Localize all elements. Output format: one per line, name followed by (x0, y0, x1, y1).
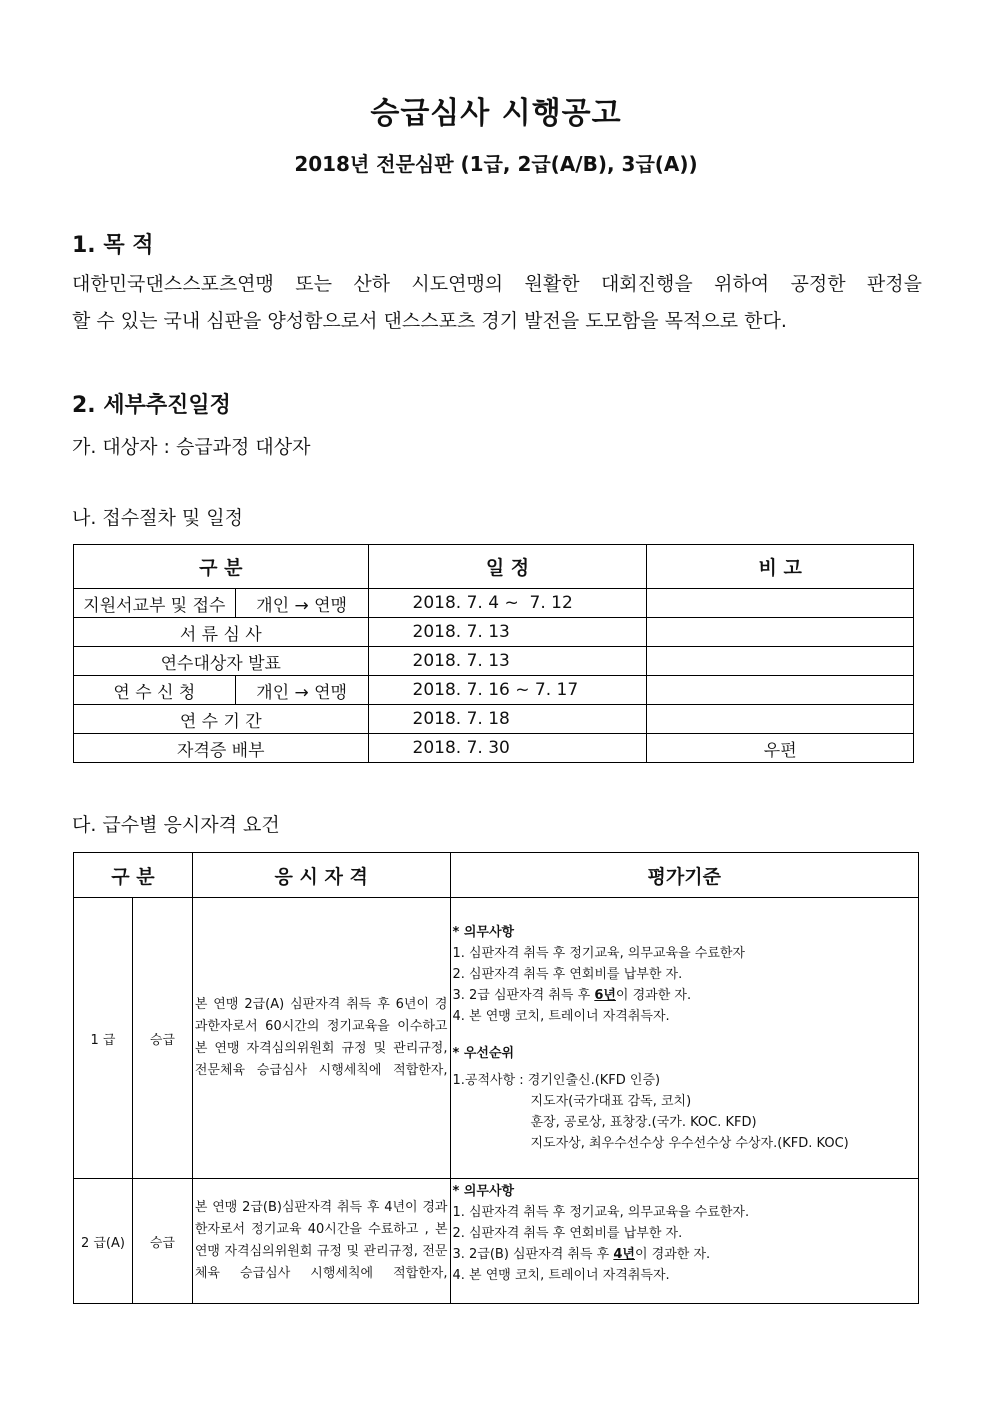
qual-type: 승급 (132, 1179, 192, 1304)
qual-requirement-cell (192, 898, 450, 1179)
duty-item: 2. 심판자격 취득 후 연회비를 납부한 자. (452, 967, 683, 982)
table-row (74, 618, 914, 647)
priority-item: 지도자상, 최우수선수상 우수선수상 수상자.(KFD. KOC) (530, 1136, 849, 1151)
schedule-item: 연 수 기 간 (74, 705, 369, 734)
priority-item: 훈장, 공로상, 표창장.(국가. KOC. KFD) (530, 1115, 757, 1130)
qual-criteria-cell (450, 1179, 919, 1304)
qual-requirement-cell (192, 1179, 450, 1304)
duty-item: 2. 심판자격 취득 후 연회비를 납부한 자. (452, 1226, 683, 1241)
duty-item: 4. 본 연맹 코치, 트레이너 자격취득자. (452, 1268, 670, 1283)
schedule-table (73, 544, 914, 763)
table-row (74, 705, 914, 734)
schedule-item: 자격증 배부 (74, 734, 369, 763)
table-row (74, 734, 914, 763)
table-row (74, 647, 914, 676)
schedule-date: 2018. 7. 18 (368, 705, 647, 734)
duty-text-tail: 이 경과한 자. (615, 988, 692, 1003)
schedule-date: 2018. 7. 13 (368, 618, 647, 647)
duty-item: 1. 심판자격 취득 후 정기교육, 의무교육을 수료한자 (452, 946, 745, 961)
schedule-header-row (74, 545, 914, 589)
qual-type: 승급 (132, 898, 192, 1179)
schedule-note (647, 705, 914, 734)
qualification-header-row (74, 853, 919, 898)
priority-heading: * 우선순위 (452, 1046, 515, 1061)
qual-requirement: 본 연맹 2급(A) 심판자격 취득 후 6년이 경과한자로서 60시간의 정기교육을 이수하고 본 연맹 자격심의위원회 규정 및 관리규정, 전문체육 승급심사 시행세칙에 적합한자, (194, 997, 448, 1078)
qual-grade: 2 급(A) (74, 1179, 133, 1304)
purpose-line-2: 할 수 있는 국내 심판을 양성함으로서 댄스스포츠 경기 발전을 도모함을 목적으로 한다. (72, 310, 787, 332)
schedule-item: 서 류 심 사 (74, 618, 369, 647)
schedule-note: 우편 (647, 734, 914, 763)
duty-heading: * 의무사항 (452, 1184, 515, 1199)
duty-text-tail: 이 경과한 자. (634, 1247, 711, 1262)
schedule-header-category: 구 분 (74, 545, 369, 589)
schedule-label: 나. 접수절차 및 일정 (72, 507, 243, 529)
table-row (74, 898, 919, 1179)
duty-item: 1. 심판자격 취득 후 정기교육, 의무교육을 수료한자. (452, 1205, 750, 1220)
qual-header-requirement: 응 시 자 격 (192, 853, 450, 898)
priority-item: 지도자(국가대표 감독, 코치) (530, 1094, 692, 1109)
schedule-date: 2018. 7. 30 (368, 734, 647, 763)
table-row (74, 676, 914, 705)
duty-item: 4. 본 연맹 코치, 트레이너 자격취득자. (452, 1009, 670, 1024)
duty-emphasis: 6년 (594, 988, 616, 1003)
qual-header-category: 구 분 (74, 853, 193, 898)
duty-item (453, 1244, 917, 1265)
schedule-sub: 개인 → 연맹 (235, 676, 368, 705)
schedule-date: 2018. 7. 13 (368, 647, 647, 676)
schedule-note (647, 589, 914, 618)
qualification-table (73, 852, 919, 1304)
schedule-note (647, 647, 914, 676)
target-label: 가. 대상자 : 승급과정 대상자 (72, 436, 311, 458)
duty-emphasis: 4년 (613, 1247, 635, 1262)
schedule-item: 연 수 신 청 (74, 676, 236, 705)
schedule-note (647, 618, 914, 647)
qual-requirement: 본 연맹 2급(B)심판자격 취득 후 4년이 경과한자로서 정기교육 40시간을 수료하고 , 본 연맹 자격심의위원회 규정 및 관리규정, 전문체육 승급심사 시행세칙에 적합한자, (194, 1200, 448, 1281)
qual-grade: 1 급 (74, 898, 133, 1179)
schedule-header-note: 비 고 (647, 545, 914, 589)
duty-text: 3. 2급(B) 심판자격 취득 후 (452, 1247, 614, 1262)
schedule-header-date: 일 정 (368, 545, 647, 589)
page-subtitle: 2018년 전문심판 (1급, 2급(A/B), 3급(A)) (294, 152, 698, 176)
table-row (74, 589, 914, 618)
priority-item: 1.공적사항 : 경기인출신.(KFD 인증) (452, 1073, 661, 1088)
section-heading-schedule: 2. 세부추진일정 (72, 393, 231, 418)
schedule-sub: 개인 → 연맹 (235, 589, 368, 618)
qualification-label: 다. 급수별 응시자격 요건 (72, 814, 280, 836)
duty-text: 3. 2급 심판자격 취득 후 (452, 988, 595, 1003)
page-title: 승급심사 시행공고 (370, 96, 622, 131)
duty-item (453, 985, 917, 1006)
schedule-date: 2018. 7. 16 ~ 7. 17 (368, 676, 647, 705)
schedule-item: 지원서교부 및 접수 (74, 589, 236, 618)
purpose-line-1: 대한민국댄스스포츠연맹 또는 산하 시도연맹의 원활한 대회진행을 위하여 공정한 판정을 (72, 273, 922, 295)
schedule-item: 연수대상자 발표 (74, 647, 369, 676)
schedule-date: 2018. 7. 4 ~ 7. 12 (368, 589, 647, 618)
qual-header-criteria: 평가기준 (450, 853, 919, 898)
duty-heading: * 의무사항 (452, 925, 515, 940)
table-row (74, 1179, 919, 1304)
schedule-note (647, 676, 914, 705)
section-heading-purpose: 1. 목 적 (72, 233, 154, 258)
qual-criteria-cell (450, 898, 919, 1179)
